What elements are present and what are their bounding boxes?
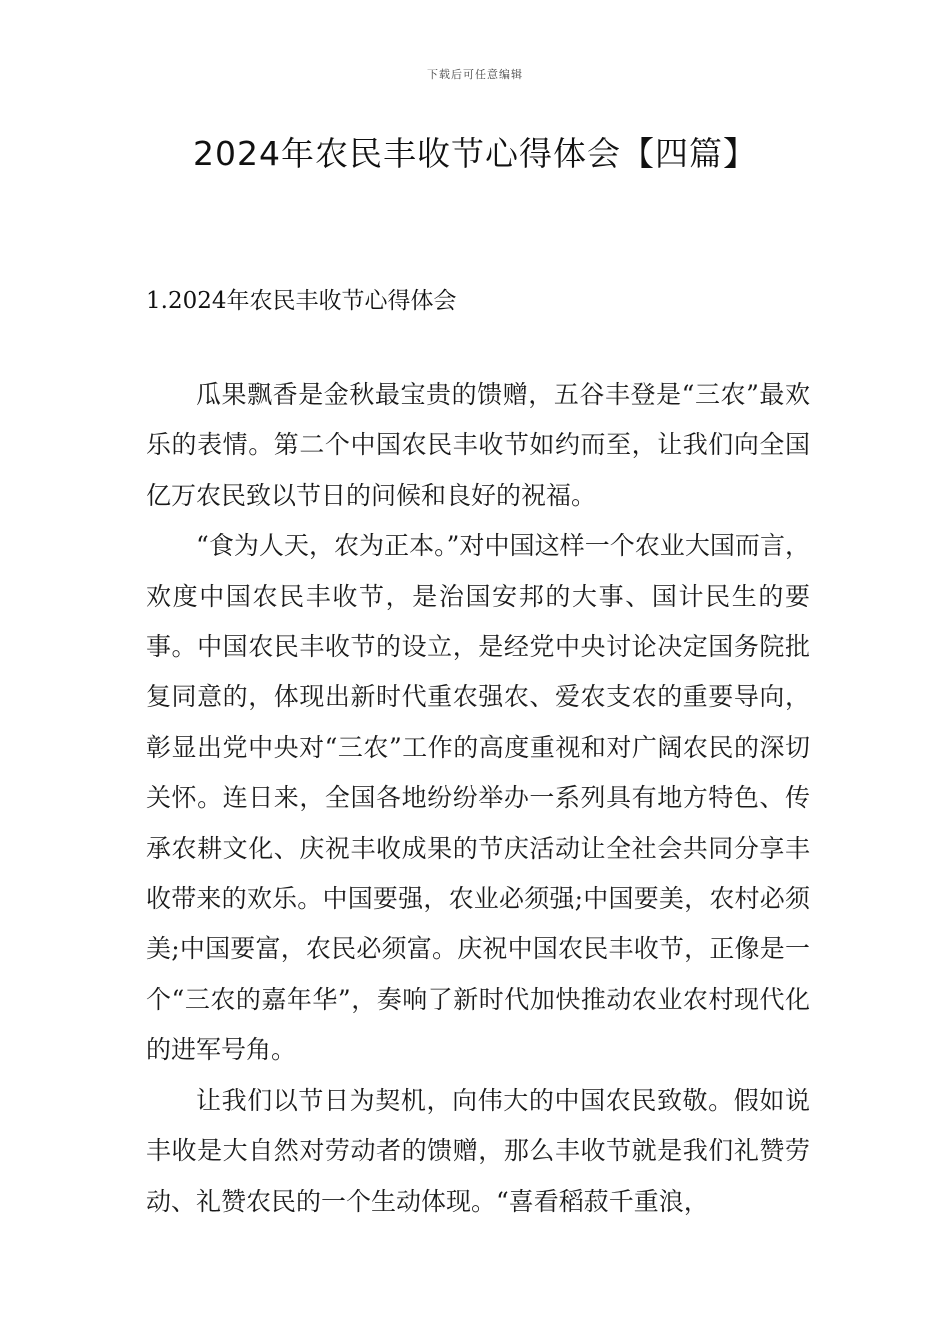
paragraph-3: 让我们以节日为契机，向伟大的中国农民致敬。假如说丰收是大自然对劳动者的馈赠，那么丰收节就是我们礼赞劳动、礼赞农民的一个生动体现。“喜看稻菽千重浪， [146, 1085, 810, 1216]
section-heading: 1.2024年农民丰收节心得体会 [146, 288, 457, 314]
document-body [146, 370, 810, 1227]
paragraph-2: “食为人天，农为正本。”对中国这样一个农业大国而言，欢度中国农民丰收节，是治国安邦的大事、国计民生的要事。中国农民丰收节的设立，是经党中央讨论决定国务院批复同意的，体现出新时代重农强农、爱农支农的重要导向，彰显出党中央对“三农”工作的高度重视和对广阔农民的深切关怀。连日来，全国各地纷纷举办一系列具有地方特色、传承农耕文化、庆祝丰收成果的节庆活动让全社会共同分享丰收带来的欢乐。中国要强，农业必须强;中国要美，农村必须美;中国要富，农民必须富。庆祝中国农民丰收节，正像是一个“三农的嘉年华”，奏响了新时代加快推动农业农村现代化的进军号角。 [146, 531, 810, 1065]
paragraph-1: 瓜果飘香是金秋最宝贵的馈赠，五谷丰登是“三农”最欢乐的表情。第二个中国农民丰收节如约而至，让我们向全国亿万农民致以节日的问候和良好的祝福。 [146, 380, 810, 510]
document-title: 2024年农民丰收节心得体会【四篇】 [193, 134, 757, 173]
header-note: 下载后可任意编辑 [427, 68, 523, 81]
